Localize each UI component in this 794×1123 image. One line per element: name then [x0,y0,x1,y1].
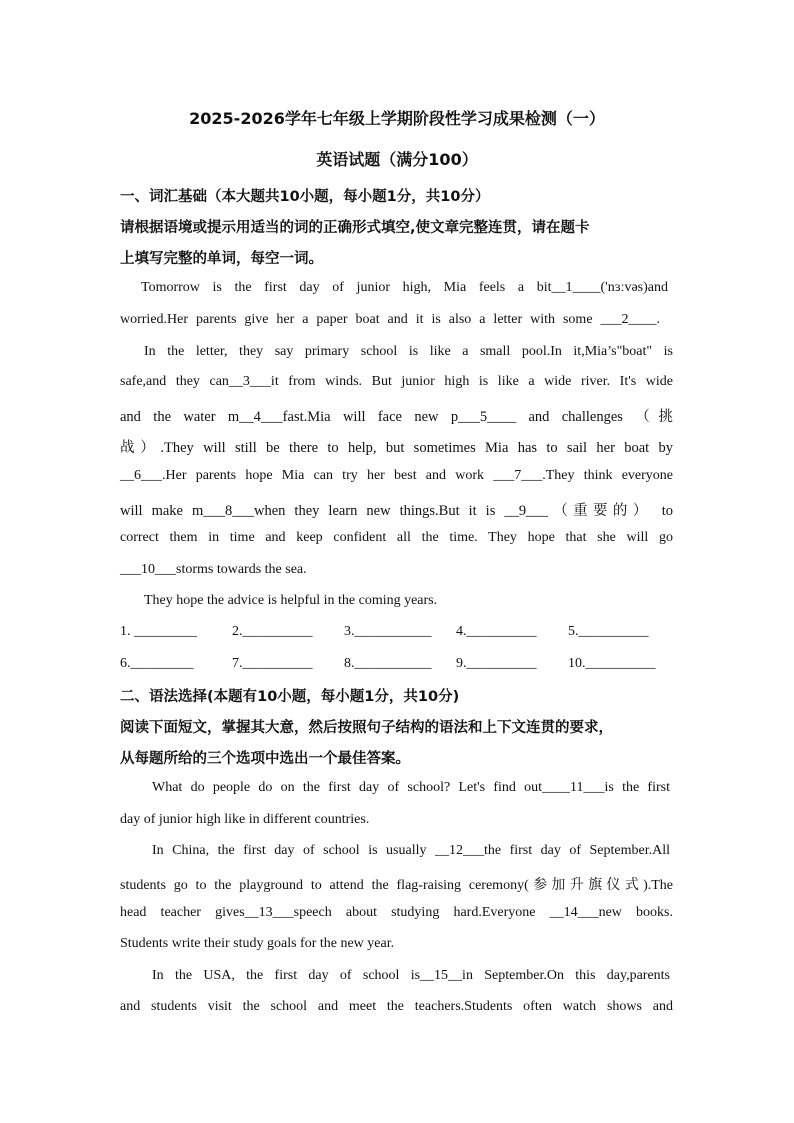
passage-line: Students write their study goals for the new year. [120,936,395,951]
answer-blank-4[interactable]: 4.__________ [456,624,537,639]
passage-line: head teacher gives__13___speech about studying hard.Everyone __14___new books. [120,905,673,920]
passage-line: ___10___storms towards the sea. [120,562,307,577]
part2-instruction: 从每题所给的三个选项中选出一个最佳答案。 [120,751,410,767]
answer-blank-1[interactable]: 1. _________ [120,624,197,639]
passage-line: correct them in time and keep confident all the time. They hope that she will go [120,530,673,545]
part2-heading: 二、语法选择(本题有10小题，每小题1分，共10分) [120,689,460,705]
exam-title: 2025-2026学年七年级上学期阶段性学习成果检测（一） [189,109,605,128]
part1-instruction: 请根据语境或提示用适当的词的正确形式填空,使文章完整连贯，请在题卡 [120,220,590,236]
passage-line: students go to the playground to attend the flag-raising ceremony(参加升旗仪式).The [120,878,673,893]
passage-line: __6___.Her parents hope Mia can try her best and work ___7___.They think everyone [120,468,673,483]
passage-line: What do people do on the first day of school? Let's find out____11___is the first [152,780,670,795]
passage-line: will make m___8___when they learn new things.But it is __9___（重要的） to [120,503,673,519]
passage-line: In China, the first day of school is usually __12___the first day of September.All [152,843,670,858]
passage-line: and students visit the school and meet the teachers.Students often watch shows and [120,999,673,1014]
answer-blank-9[interactable]: 9.__________ [456,656,537,671]
passage-line: day of junior high like in different countries. [120,812,370,827]
passage-line: and the water m__4___fast.Mia will face new p___5____ and challenges （挑 [120,409,673,425]
passage-line: worried.Her parents give her a paper boat and it is also a letter with some ___2____. [120,312,660,327]
answer-blank-2[interactable]: 2.__________ [232,624,313,639]
answer-blank-10[interactable]: 10.__________ [568,656,656,671]
answer-blank-6[interactable]: 6._________ [120,656,194,671]
answer-blank-8[interactable]: 8.___________ [344,656,432,671]
passage-line: Tomorrow is the first day of junior high, Mia feels a bit__1____('nɜːvəs)and [141,280,668,295]
passage-line: They hope the advice is helpful in the coming years. [144,593,438,608]
part2-instruction: 阅读下面短文，掌握其大意，然后按照句子结构的语法和上下文连贯的要求， [120,720,613,736]
passage-line: In the USA, the first day of school is__15__in September.On this day,parents [152,968,670,983]
answer-blank-5[interactable]: 5.__________ [568,624,649,639]
answer-blank-3[interactable]: 3.___________ [344,624,432,639]
answer-blank-7[interactable]: 7.__________ [232,656,313,671]
part1-instruction: 上填写完整的单词，每空一词。 [120,251,323,267]
part1-heading: 一、词汇基础（本大题共10小题，每小题1分，共10分） [120,189,490,205]
passage-line: In the letter, they say primary school is like a small pool.In it,Mia’s"boat" is [144,344,673,359]
exam-subtitle: 英语试题（满分100） [316,150,478,169]
passage-line: 战）.They will still be there to help, but sometimes Mia has to sail her boat by [120,440,673,456]
passage-line: safe,and they can__3___it from winds. But junior high is like a wide river. It's wide [120,374,673,389]
